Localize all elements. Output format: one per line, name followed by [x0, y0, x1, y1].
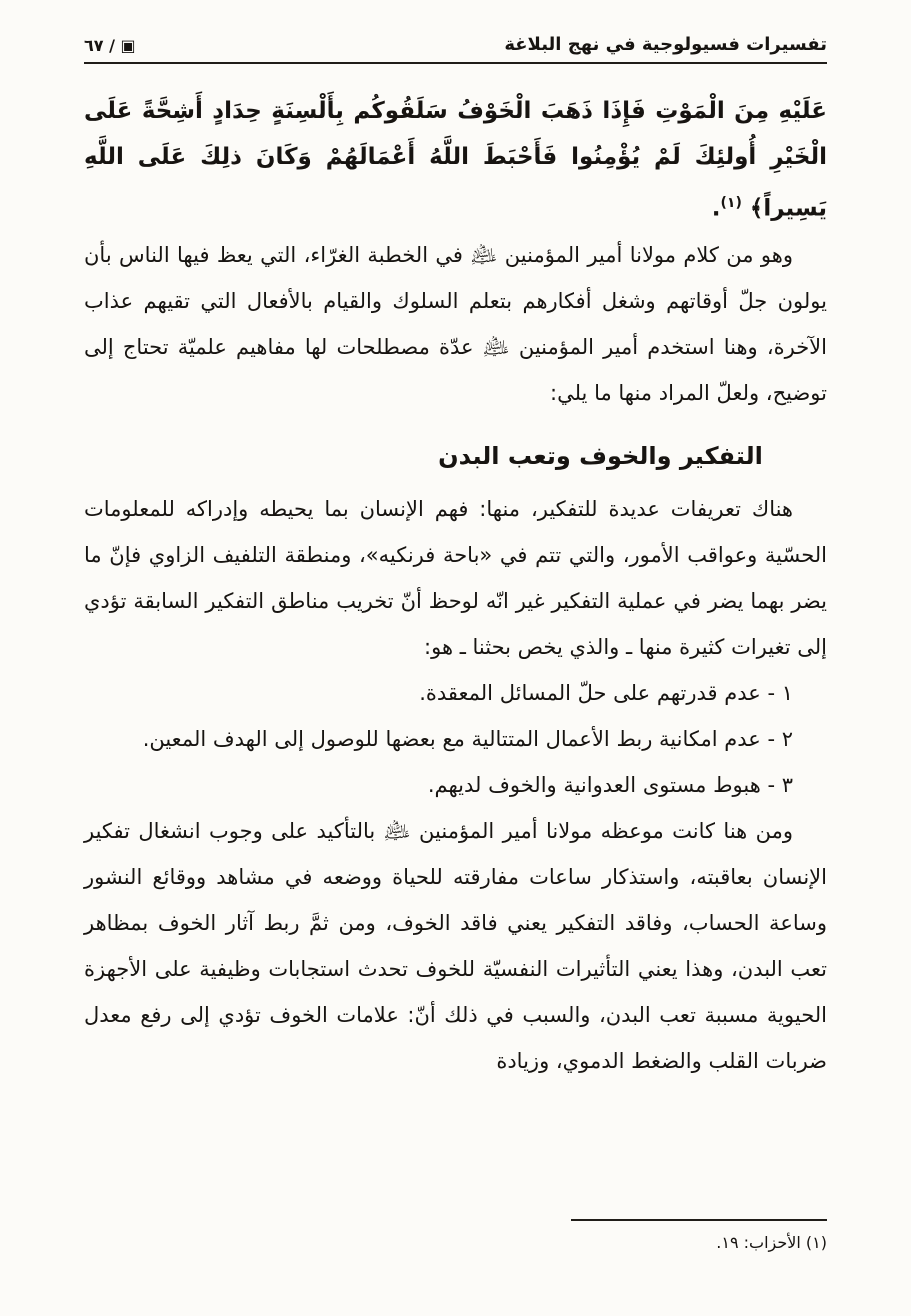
paragraph-intro: وهو من كلام مولانا أمير المؤمنين ﵇ في الخطبة الغرّاء، التي يعظ فيها الناس بأن يولون جلّ أوقاتهم وشغل أفكارهم بتعلم السلوك والقيام بالأفعال التي تقيهم عذاب الآخرة، وهنا استخدم أمير المؤمنين ﵇ عدّة مصطلحات لها مفاهيم علميّة تحتاج إلى توضيح، ولعلّ المراد منها ما يلي: [84, 242, 827, 405]
running-title: تفسيرات فسيولوجية في نهج البلاغة [504, 34, 827, 55]
footnote-text: (١) الأحزاب: ١٩. [716, 1233, 827, 1252]
quran-verse [84, 88, 827, 232]
paragraph-conclusion: ومن هنا كانت موعظه مولانا أمير المؤمنين ﵇ بالتأكيد على وجوب انشغال تفكير الإنسان بعاقبته، واستذكار ساعات مفارقته للحياة ووضعه في مشاهد ووقائع النشور وساعة الحساب، وفاقد التفكير يعني فاقد الخوف، ومن ثمَّ ربط آثار الخوف بمظاهر تعب البدن، وهذا يعني التأثيرات النفسيّة للخوف تحدث استجابات وظيفية على الأجهزة الحيوية مسببة تعب البدن، والسبب في ذلك أنّ: علامات الخوف تؤدي إلى رفع معدل ضربات القلب والضغط الدموي، وزيادة [84, 818, 827, 1073]
footnote-area [84, 1219, 827, 1252]
numbered-list [84, 670, 827, 808]
section-heading: التفكير والخوف وتعب البدن [438, 441, 763, 470]
footnote-marker: (١) [720, 195, 742, 211]
list-item-1: ١ - عدم قدرتهم على حلّ المسائل المعقدة. [419, 680, 793, 705]
page-number: ٦٧ / ▣ [84, 36, 136, 55]
footnote-divider [571, 1219, 827, 1221]
list-item-2: ٢ - عدم امكانية ربط الأعمال المتتالية مع بعضها للوصول إلى الهدف المعين. [142, 726, 793, 751]
paragraph-thinking-definitions: هناك تعريفات عديدة للتفكير، منها: فهم الإنسان بما يحيطه وإدراكه للمعلومات الحسّية وعواقب الأمور، والتي تتم في «باحة فرنكيه»، ومنطقة التلفيف الزاوي فإنّ ما يضر بهما يضر في عملية التفكير غير انّه لوحظ أنّ تخريب مناطق التفكير السابقة تؤدي إلى تغيرات كثيرة منها ـ والذي يخص بحثنا ـ هو: [84, 496, 827, 659]
page-header [84, 34, 827, 55]
header-divider [84, 62, 827, 64]
list-item-3: ٣ - هبوط مستوى العدوانية والخوف لديهم. [427, 772, 793, 797]
verse-text: عَلَيْهِ مِنَ الْمَوْتِ فَإِذَا ذَهَبَ الْخَوْفُ سَلَقُوكُم بِأَلْسِنَةٍ حِدَادٍ أَشِحَّةً عَلَى الْخَيْرِ أُولئِكَ لَمْ يُؤْمِنُوا فَأَحْبَطَ اللَّهُ أَعْمَالَهُمْ وَكَانَ ذلِكَ عَلَى اللَّهِ يَسِيراً﴾ [84, 98, 827, 222]
verse-tail: . [711, 195, 721, 222]
